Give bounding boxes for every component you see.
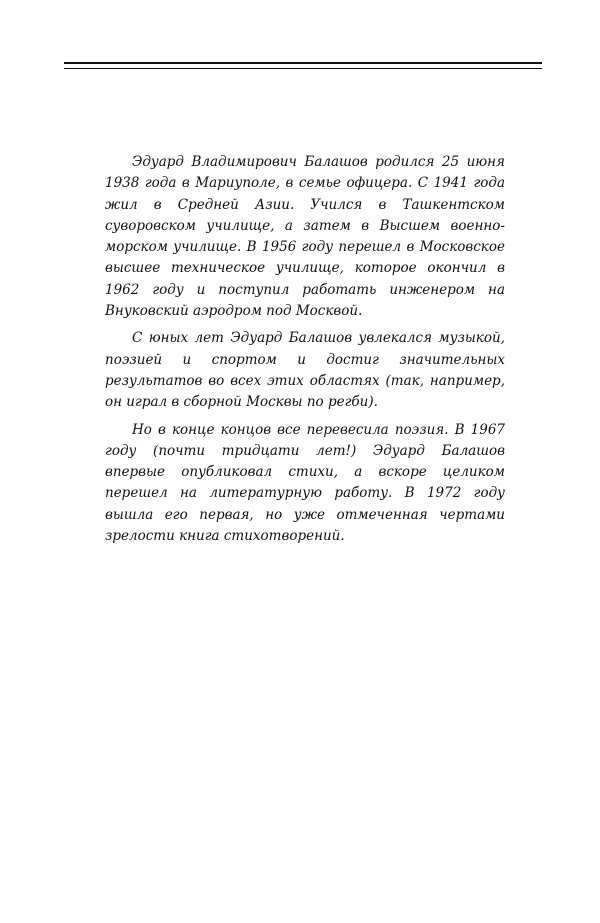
paragraph-biography-poetry: Но в конце концов все перевесила поэзия. В 1967 году (почти тридцати лет!) Эдуард Балашов впервые опубликовал стихи, а вскоре целиком перешел на литературную работу. В 1972 году вышла его первая, но уже отмеченная чертами зрелости книга стихотворений. — [105, 421, 505, 545]
header-rule-thick — [64, 62, 542, 64]
paragraph-biography-early-life: Эдуард Владимирович Балашов родился 25 июня 1938 года в Мариуполе, в семье офицера. С 1941 года жил в Средней Азии. Учился в Ташкентском суворовском училище, а затем в Высшем военно-морском училище. В 1956 году перешел в Московское высшее техническое училище, которое окончил в 1962 году и поступил работать инженером на Внуковский аэродром под Москвой. — [105, 154, 505, 320]
biography-text — [105, 152, 505, 547]
header-rule-thin — [64, 68, 542, 69]
paragraph-biography-interests: С юных лет Эдуард Балашов увлекался музыкой, поэзией и спортом и достиг значительных результатов во всех этих областях (так, например, он играл в сборной Москвы по регби). — [105, 330, 505, 411]
